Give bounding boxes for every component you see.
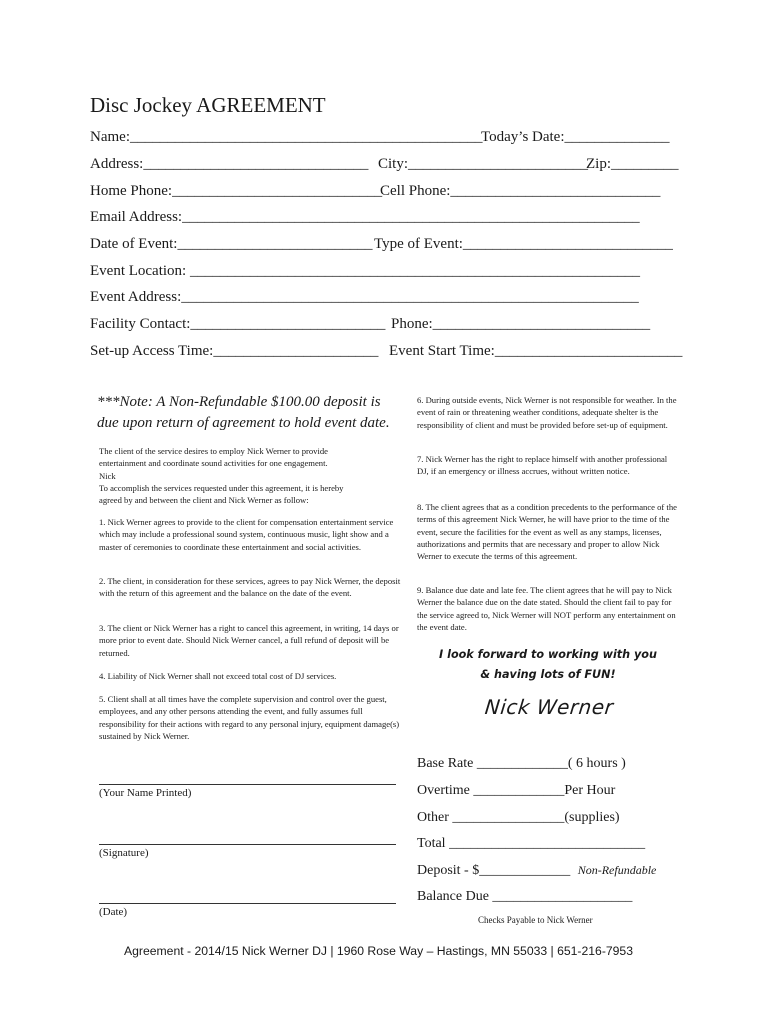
clause-2: 2. The client, in consideration for these services, agrees to pay Nick Werner, the deposit with the return of this agreement and the balance on the date of the event. xyxy=(99,576,401,599)
deposit-field[interactable] xyxy=(417,863,656,879)
balance-due-field[interactable]: Balance Due ____________________ xyxy=(417,889,633,904)
deposit-label: Deposit - $_____________ xyxy=(417,863,571,878)
home-phone-field[interactable]: Home Phone:____________________________ xyxy=(90,183,383,199)
name-field[interactable]: Name:_______________________________________________ xyxy=(90,129,483,145)
intro-line-1: The client of the service desires to employ Nick Werner to provide xyxy=(99,446,328,456)
intro-paragraph xyxy=(99,445,404,506)
deposit-note xyxy=(97,392,407,434)
clause-1: 1. Nick Werner agrees to provide to the client for compensation entertainment service which may include a professional sound system, continuous music, light show and a master of ceremonies to coordinate these entertainment and social activities. xyxy=(99,517,394,552)
document-title: Disc Jockey AGREEMENT xyxy=(90,93,326,117)
todays-date-field[interactable]: Today’s Date:______________ xyxy=(481,129,670,145)
event-address-field[interactable]: Event Address:_____________________________________________________________ xyxy=(90,289,639,305)
total-field[interactable]: Total ____________________________ xyxy=(417,836,646,851)
phone-field[interactable]: Phone:_____________________________ xyxy=(391,316,651,332)
date-of-event-field[interactable]: Date of Event:__________________________ xyxy=(90,236,373,252)
clause-8: 8. The client agrees that as a condition precedents to the performance of the terms of this agreement Nick Werner, he will have prior to the time of the event, secure the facilities for the event as well as any stamps, licenses, authorizations and permits that are necessary and proper to allow Nick Werner to execute the terms of this agreement. xyxy=(417,502,677,562)
setup-access-time-field[interactable]: Set-up Access Time:______________________ xyxy=(90,343,379,359)
closing-line-1: I look forward to working with you xyxy=(439,648,657,661)
intro-line-2: entertainment and coordinate sound activities for one engagement. xyxy=(99,458,328,469)
email-field[interactable]: Email Address:_____________________________________________________________ xyxy=(90,209,640,225)
handwritten-signature: Nick Werner xyxy=(483,695,615,719)
date-line[interactable] xyxy=(99,903,396,904)
event-location-field[interactable]: Event Location: ____________________________________________________________ xyxy=(90,263,640,279)
city-field[interactable]: City:________________________ xyxy=(378,156,589,172)
other-field[interactable]: Other ________________(supplies) xyxy=(417,810,620,825)
deposit-note-line-1: ***Note: A Non-Refundable $100.00 deposit is xyxy=(97,394,381,410)
checks-payable-note: Checks Payable to Nick Werner xyxy=(478,915,593,925)
overtime-field[interactable]: Overtime _____________Per Hour xyxy=(417,783,616,798)
clause-5: 5. Client shall at all times have the complete supervision and control over the guest, employees, and any other persons attending the event, and fully assumes full responsibility for their actions with regard to any personal injury, equipment damage(s) sustained by Nick Werner. xyxy=(99,694,400,741)
intro-line-4: To accomplish the services requested under this agreement, it is hereby xyxy=(99,482,344,493)
date-label: (Date) xyxy=(99,906,128,918)
clause-3: 3. The client or Nick Werner has a right to cancel this agreement, in writing, 14 days or more prior to event date. Should Nick Werner cancel, a full refund of deposit will be returned. xyxy=(99,623,399,658)
name-printed-line[interactable] xyxy=(99,784,396,785)
base-rate-field[interactable]: Base Rate _____________( 6 hours ) xyxy=(417,756,626,771)
clause-7: 7. Nick Werner has the right to replace himself with another professional DJ, if an emergency or illness accrues, without written notice. xyxy=(417,454,668,477)
non-refundable-note: Non-Refundable xyxy=(577,863,657,877)
signature-label: (Signature) xyxy=(99,847,149,859)
cell-phone-field[interactable]: Cell Phone:____________________________ xyxy=(380,183,661,199)
event-start-time-field[interactable]: Event Start Time:_________________________ xyxy=(389,343,683,359)
signature-line[interactable] xyxy=(99,844,396,845)
deposit-note-line-2: due upon return of agreement to hold event date. xyxy=(97,415,390,431)
name-printed-label: (Your Name Printed) xyxy=(99,787,192,799)
clause-6: 6. During outside events, Nick Werner is not responsible for weather. In the event of rain or threatening weather conditions, adequate shelter is the responsibility of client and must be provided before set-up of equipment. xyxy=(417,395,677,430)
address-field[interactable]: Address:______________________________ xyxy=(90,156,369,172)
intro-line-3: Nick xyxy=(99,470,116,481)
closing-line-2: & having lots of FUN! xyxy=(480,668,616,681)
zip-field[interactable]: Zip:_________ xyxy=(586,156,679,172)
page-footer: Agreement - 2014/15 Nick Werner DJ | 1960 Rose Way – Hastings, MN 55033 | 651-216-7953 xyxy=(124,944,633,958)
type-of-event-field[interactable]: Type of Event:____________________________ xyxy=(374,236,673,252)
facility-contact-field[interactable]: Facility Contact:__________________________ xyxy=(90,316,386,332)
intro-line-5: agreed by and between the client and Nick Werner as follow: xyxy=(99,495,309,506)
clause-4: 4. Liability of Nick Werner shall not exceed total cost of DJ services. xyxy=(99,671,337,681)
clause-9: 9. Balance due date and late fee. The client agrees that he will pay to Nick Werner the balance due on the date stated. Should the client fail to pay for the service agreed to, Nick Werner will NOT perform any entertainment on the event date. xyxy=(417,585,676,632)
